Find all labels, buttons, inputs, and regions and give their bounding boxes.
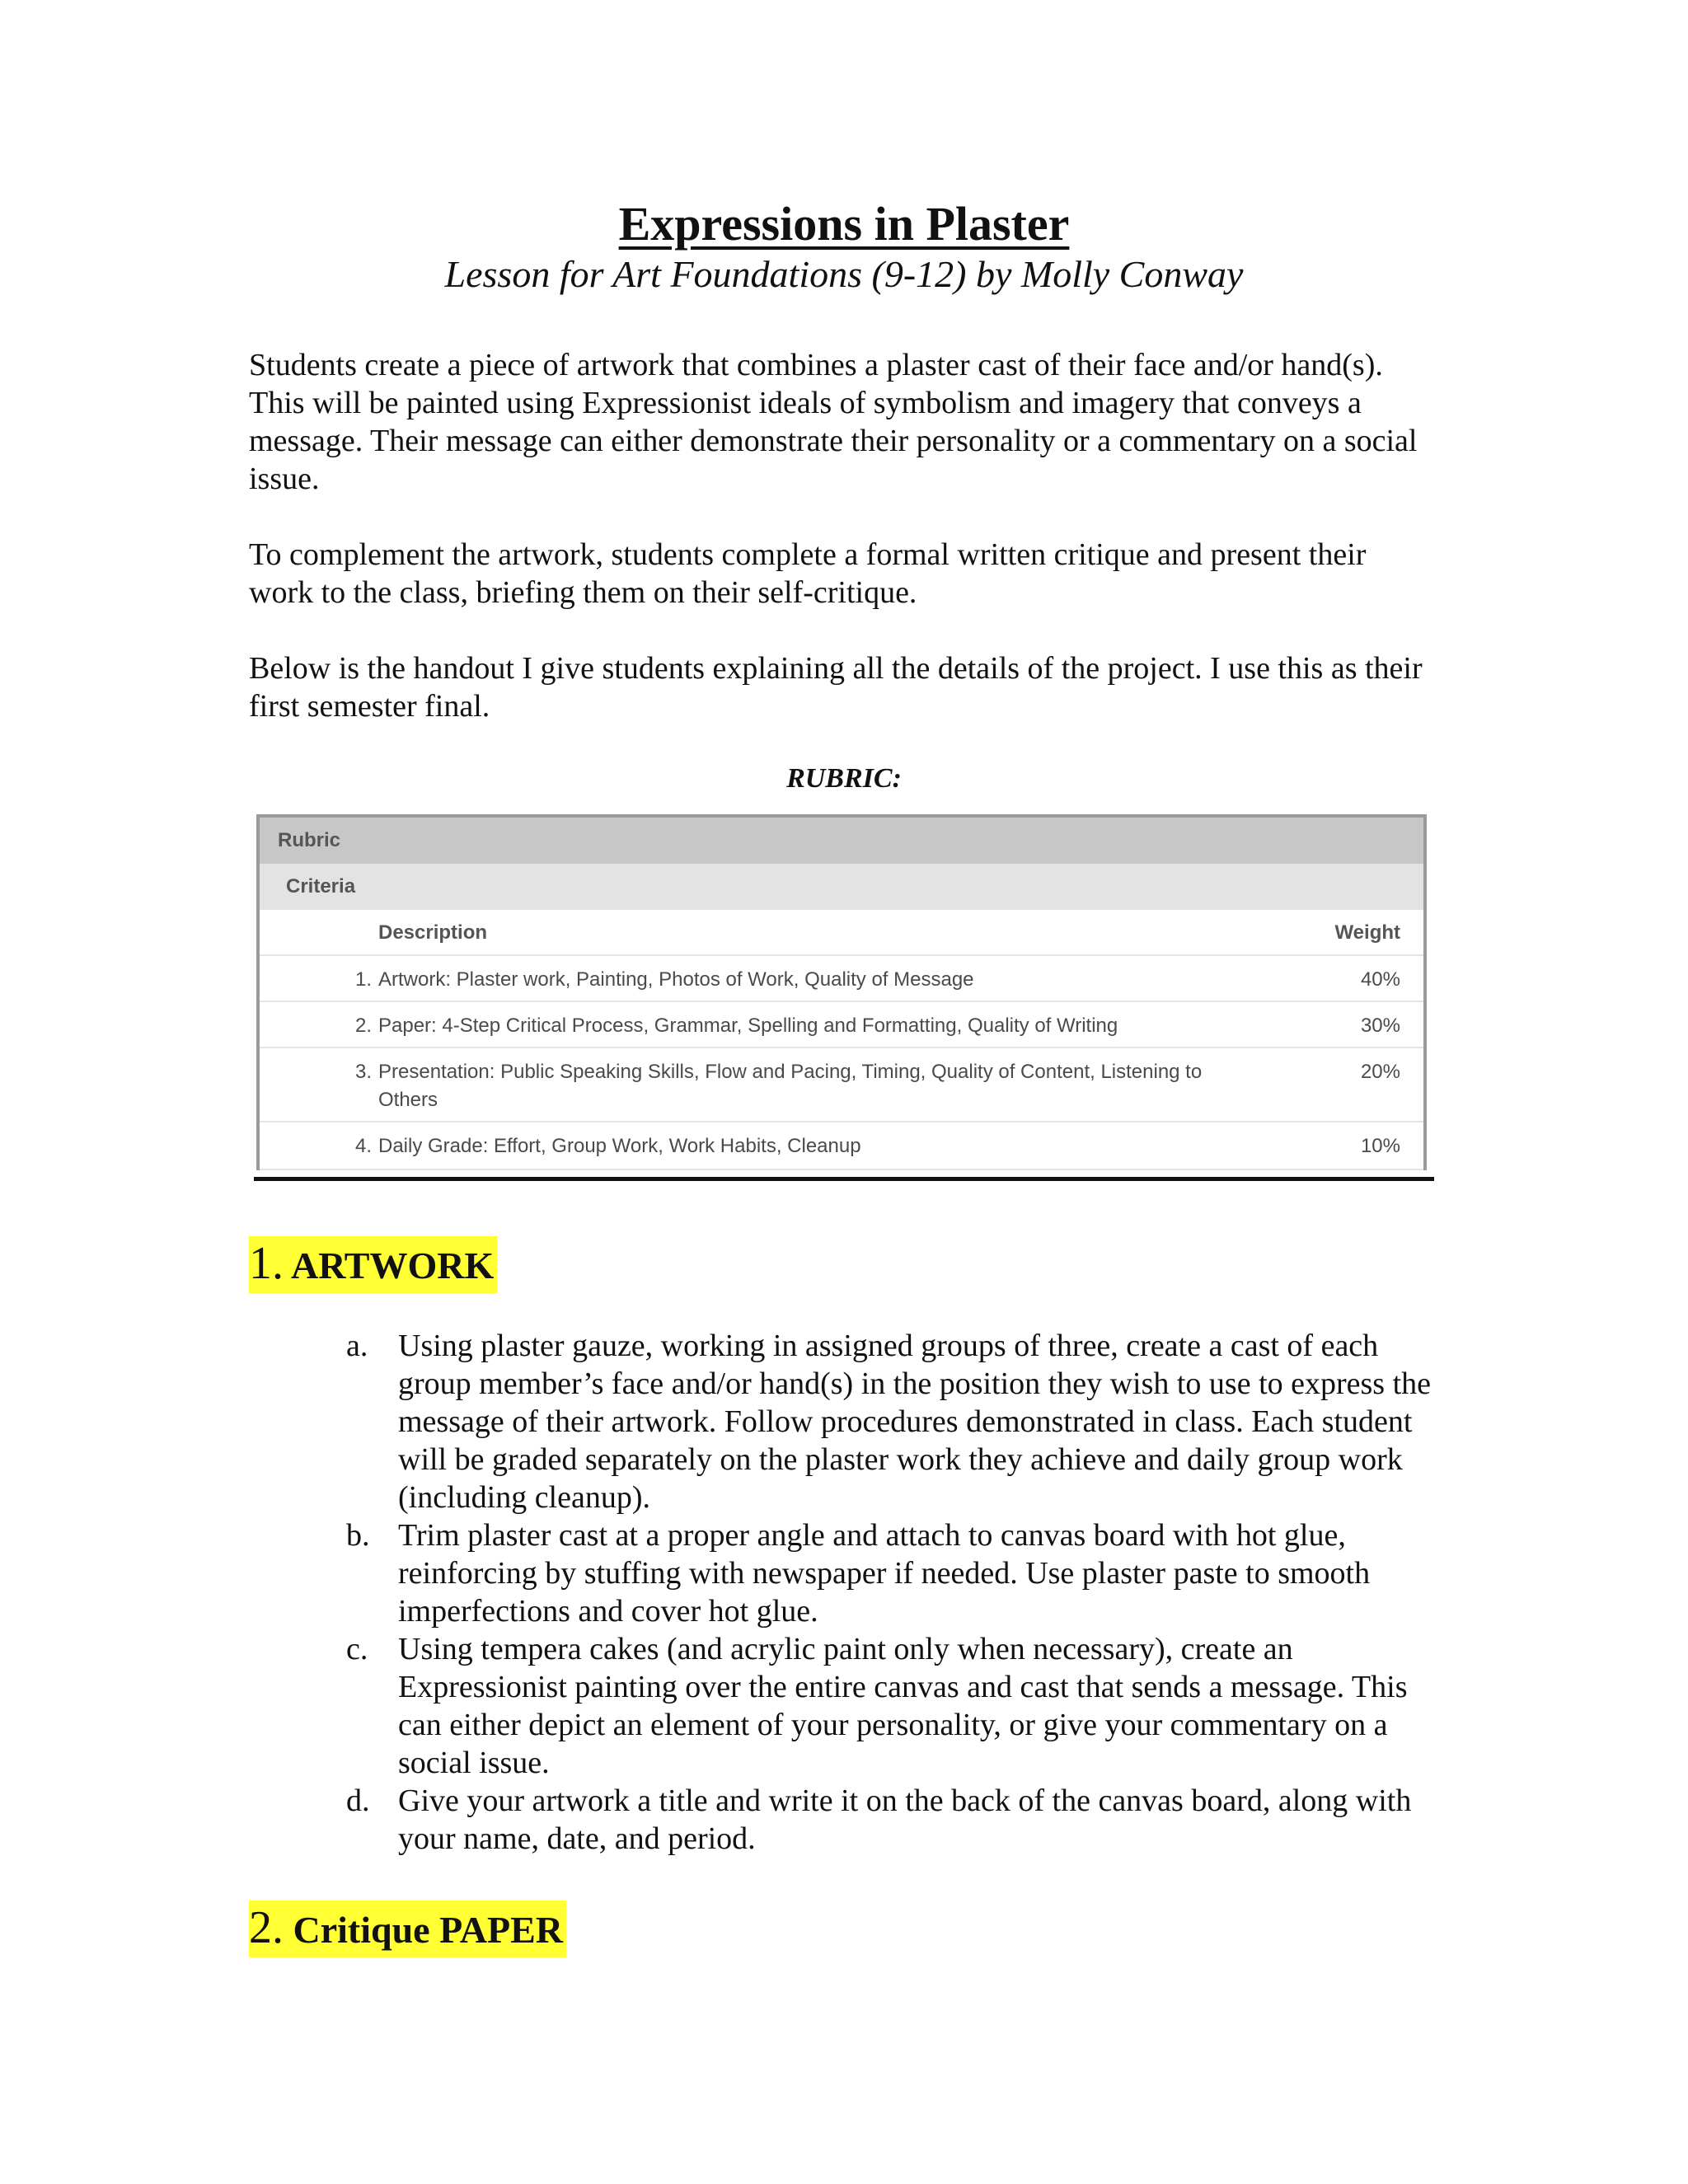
- section-title: ARTWORK: [290, 1244, 495, 1286]
- rubric-row-weight: 20%: [1360, 1061, 1400, 1083]
- rubric-row: [260, 1002, 1423, 1048]
- rubric-title-bar: Rubric: [260, 818, 1423, 864]
- list-item: [0, 1516, 1688, 1630]
- section-number: 1.: [249, 1238, 284, 1289]
- section-number: 2.: [249, 1902, 284, 1953]
- list-item-text: Using plaster gauze, working in assigned groups of three, create a cast of each group member’s face and/or hand(s) in the position they wish to use to express the message of their artwork. Follow procedures demonstrated in class. Each student will be graded separately on the plaster work they achieve and daily group work (including cleanup).: [398, 1329, 1432, 1515]
- intro-paragraph-3: Below is the handout I give students explaining all the details of the project. I use this as their first semester final.: [249, 651, 1423, 724]
- rubric-heading: RUBRIC:: [786, 763, 902, 794]
- list-item: [0, 1327, 1688, 1516]
- rubric-column-header: [260, 910, 1423, 956]
- rubric-row: [260, 1048, 1423, 1122]
- document-title: Expressions in Plaster: [618, 197, 1070, 251]
- rubric-criteria-bar: Criteria: [260, 864, 1423, 910]
- section-title: Critique PAPER: [293, 1909, 564, 1951]
- rubric-row: [260, 956, 1423, 1002]
- intro-paragraph-1: Students create a piece of artwork that combines a plaster cast of their face and/or hand(s). This will be painted using Expressionist ideals of symbolism and imagery that conveys a message. Their message can either demonstrate their personality or a commentary on a social issue.: [249, 348, 1418, 496]
- artwork-instructions-list: [0, 1327, 1688, 1858]
- rubric-row-weight: 40%: [1360, 968, 1400, 991]
- rubric-row-number: 2.: [354, 1015, 372, 1037]
- rubric-row-number: 3.: [354, 1061, 372, 1083]
- document-subtitle: Lesson for Art Foundations (9-12) by Molly Conway: [444, 253, 1244, 295]
- list-item-letter: a.: [346, 1329, 368, 1363]
- rubric-row-description: Paper: 4-Step Critical Process, Grammar, Spelling and Formatting, Quality of Writing: [378, 1015, 1118, 1037]
- list-item-text: Using tempera cakes (and acrylic paint only when necessary), create an Expressionist painting over the entire canvas and cast that sends a message. This can either depict an element of your personality, or give your commentary on a social issue.: [398, 1632, 1408, 1780]
- section-heading-artwork: [249, 1236, 497, 1293]
- rubric-row: [260, 1122, 1423, 1170]
- rubric-row-weight: 10%: [1360, 1135, 1400, 1157]
- section-heading-critique-paper: [249, 1900, 566, 1957]
- list-item-letter: b.: [346, 1518, 370, 1553]
- rubric-table: [256, 814, 1427, 1170]
- rubric-row-number: 4.: [354, 1135, 372, 1157]
- rubric-row-description: Presentation: Public Speaking Skills, Flow and Pacing, Timing, Quality of Content, Listening to Others: [378, 1061, 1203, 1111]
- list-item-letter: d.: [346, 1783, 370, 1818]
- description-column-header: Description: [378, 921, 488, 944]
- rubric-row-weight: 30%: [1360, 1015, 1400, 1037]
- list-item: [0, 1782, 1688, 1858]
- list-item: [0, 1630, 1688, 1782]
- list-item-text: Trim plaster cast at a proper angle and attach to canvas board with hot glue, reinforcing by stuffing with newspaper if needed. Use plaster paste to smooth imperfections and cover hot glue.: [398, 1518, 1371, 1629]
- rubric-row-description: Artwork: Plaster work, Painting, Photos of Work, Quality of Message: [378, 968, 974, 991]
- rubric-row-description: Daily Grade: Effort, Group Work, Work Habits, Cleanup: [378, 1135, 861, 1157]
- horizontal-rule: [254, 1177, 1434, 1181]
- rubric-row-number: 1.: [354, 968, 372, 991]
- weight-column-header: Weight: [1334, 921, 1400, 944]
- list-item-text: Give your artwork a title and write it on the back of the canvas board, along with your name, date, and period.: [398, 1783, 1412, 1856]
- list-item-letter: c.: [346, 1632, 368, 1666]
- intro-paragraph-2: To complement the artwork, students complete a formal written critique and present their work to the class, briefing them on their self-critique.: [249, 537, 1367, 610]
